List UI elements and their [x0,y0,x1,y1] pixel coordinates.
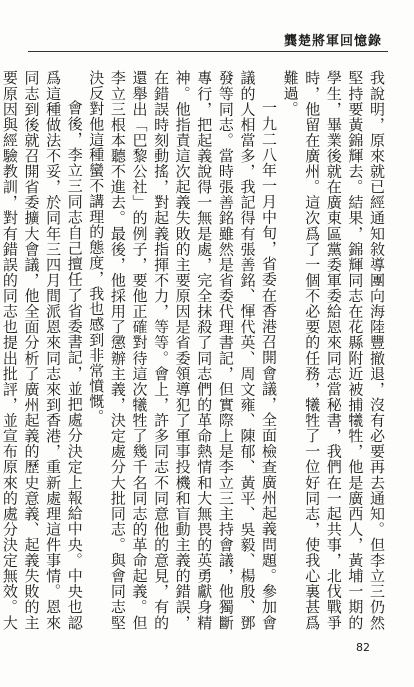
running-head-title: 龔楚將軍回憶錄 [283,34,382,49]
vertical-body-text [0,70,387,630]
page-number: 82 [356,641,370,654]
paragraph-3: 會後，李立三同志自己擅任了省委書記，並把處分決定上報給中央。中央也認爲這種做法不妥，於同年三四月間派恩來同志來到香港，重新處理這件事情。恩來同志到後就召開省委擴大會議，他全面分析了廣州起義的歷史意義、起義失敗的主要原因與經驗教訓，對有錯誤的同志也提出批評，並宣布原來的處分決定無效。大 [0,70,84,630]
header-rule [28,51,388,52]
paragraph-2: 一九二八年一月中旬，省委在香港召開會議，全面檢查廣州起義問題。參加會議的人相當多，我記得有張善銘、惲代英、周文雍、陳郁、黃平、吳毅、楊殷、鄧發等同志。當時張善銘雖然是省委代理書記，但實際上是李立三主持會議，他獨斷專行，把起義說得一無是處，完全抹殺了同志們的革命熱情和大無畏的英勇獻身精神。他指責這次起義失敗的主要原因是省委領導犯了軍事投機和盲動主義的錯誤，在錯誤時刻動搖，對起義指揮不力，等等。會上，許多同志不同意他的意見，有的還舉出「巴黎公社」的例子，要他正確對待這次犧牲了幾千名同志的革命起義。但李立三根本聽不進去。最後，他採用了懲辦主義，決定處分大批同志。與會同志堅決反對他這種蠻不講理的態度，我也感到非常憤慨。 [87,70,279,630]
paragraph-1: 我說明，原來就已經通知敘導團向海陸豐撤退，沒有必要再去通知。但李立三仍然堅持要黃錦輝去。結果，錦輝同志在花縣附近被捕犧牲，他是廣西人，黃埔一期的學生，畢業後就在廣東區黨委軍委給恩來同志當秘書，我們在一起共事，北伐戰爭時，他留在廣州。這次爲了一個不必要的任務，犧牲了一位好同志，使我心裏甚爲難過。 [281,70,386,630]
